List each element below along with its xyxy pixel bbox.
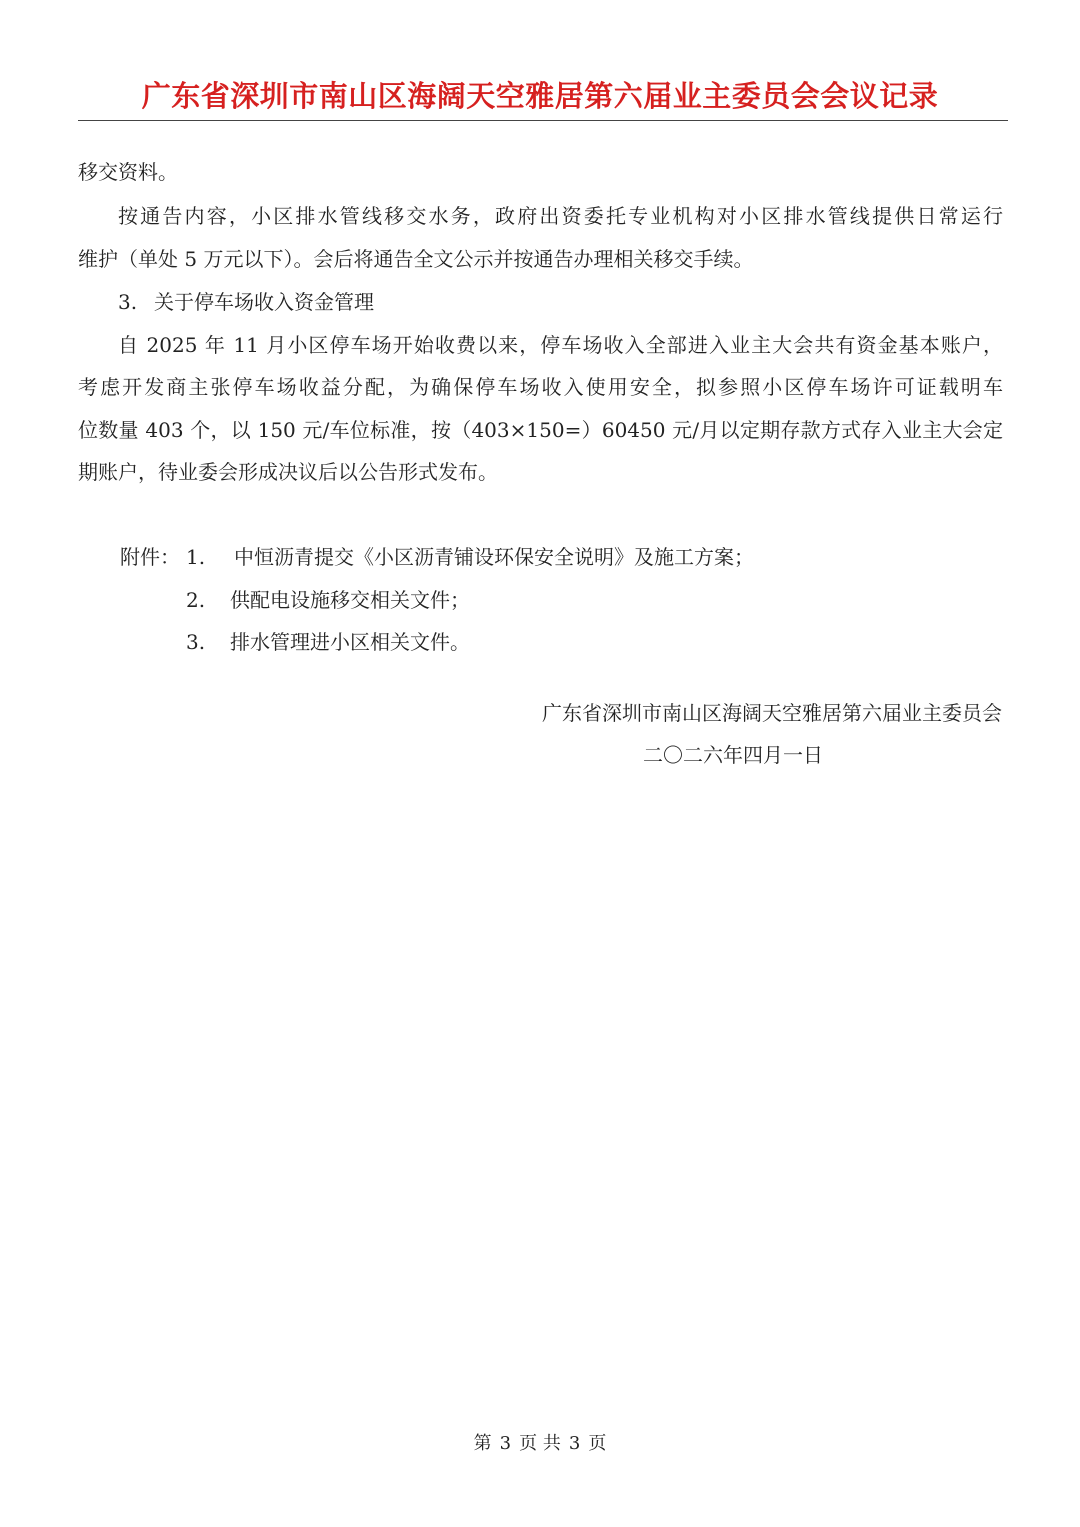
page-title: 广东省深圳市南山区海阔天空雅居第六届业主委员会会议记录 [141, 79, 939, 113]
signature-organization: 广东省深圳市南山区海阔天空雅居第六届业主委员会 [542, 701, 1002, 725]
footer-current-page: 3 [499, 1433, 512, 1454]
attachment-text: 供配电设施移交相关文件； [230, 588, 470, 612]
attachment-item [186, 586, 470, 614]
drainage-paragraph-line-1: 按通告内容，小区排水管线移交水务，政府出资委托专业机构对小区排水管线提供日常运行 [118, 204, 1003, 228]
attachment-item [186, 543, 754, 571]
footer-prefix: 第 [473, 1433, 492, 1454]
page-number-footer [0, 1431, 1080, 1457]
attachment-text: 中恒沥青提交《小区沥青铺设环保安全说明》及施工方案； [234, 545, 754, 569]
parking-paragraph-line-2: 考虑开发商主张停车场收益分配，为确保停车场收入使用安全，拟参照小区停车场许可证载明车 [78, 375, 1003, 399]
section-3-number: 3. [118, 290, 138, 314]
transfer-continuation-text: 移交资料。 [78, 160, 178, 184]
attachment-number: 2. [186, 588, 206, 612]
attachment-number: 1. [186, 545, 206, 569]
footer-suffix: 页 [588, 1433, 607, 1454]
parking-paragraph-line-1: 自 2025 年 11 月小区停车场开始收费以来，停车场收入全部进入业主大会共有资金基本账户， [118, 333, 1003, 357]
drainage-paragraph-line-2: 维护（单处 5 万元以下）。会后将通告全文公示并按通告办理相关移交手续。 [78, 247, 754, 271]
footer-total-pages: 3 [568, 1433, 581, 1454]
section-3-heading-text: 关于停车场收入资金管理 [154, 290, 374, 314]
parking-paragraph-line-4: 期账户，待业委会形成决议后以公告形式发布。 [78, 460, 498, 484]
section-3-heading [118, 288, 374, 316]
attachments-label: 附件： [120, 545, 180, 569]
signature-date: 二〇二六年四月一日 [643, 743, 823, 767]
title-divider [78, 120, 1008, 121]
parking-paragraph-line-3: 位数量 403 个，以 150 元/车位标准，按（403×150=）60450 元/月以定期存款方式存入业主大会定 [78, 418, 1003, 442]
attachment-number: 3. [186, 630, 206, 654]
attachment-item [186, 628, 470, 656]
footer-middle: 页 共 [519, 1433, 561, 1454]
attachment-text: 排水管理进小区相关文件。 [230, 630, 470, 654]
